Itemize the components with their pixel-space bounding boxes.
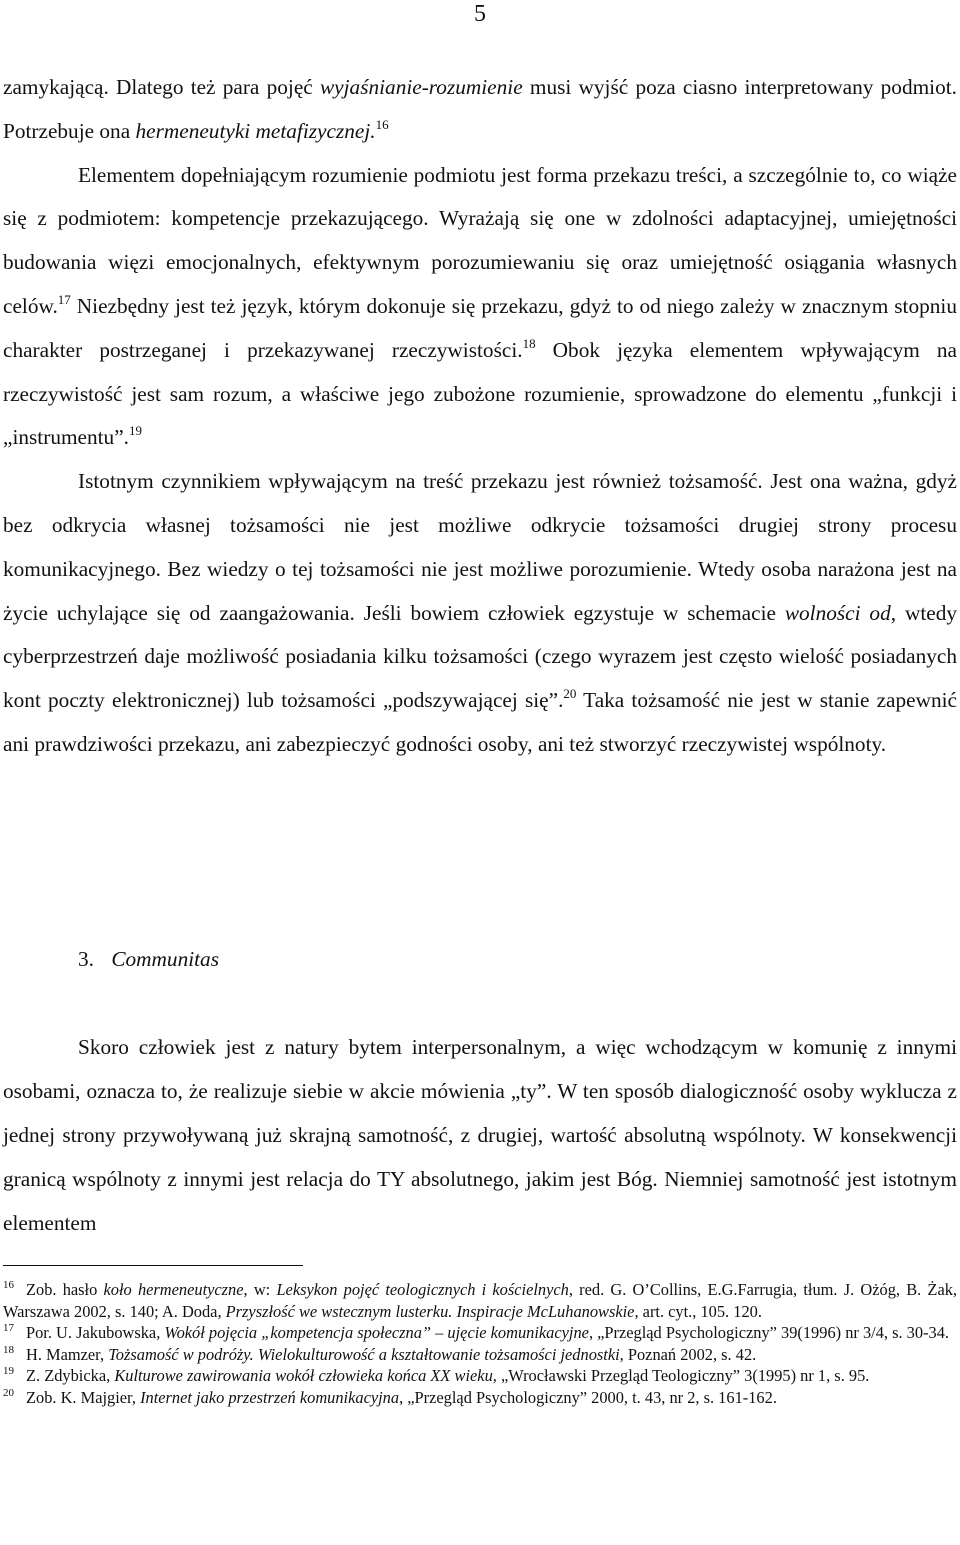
paragraph-1: zamykającą. Dlatego też para pojęć wyjaśnianie-rozumienie musi wyjść poza ciasno interpretowany podmiot. Potrzebuje ona hermeneutyki metafizycznej.$^{16}$ [3, 75, 957, 143]
footnote-17: $^{17}$ Por. U. Jakubowska, Wokół pojęcia „kompetencja społeczna” – ujęcie komunikacyjne, „Przegląd Psychologiczny” 39(1996) nr 3/4, s. 30-34. [3, 1322, 950, 1342]
footnote-16: $^{16}$ Zob. hasło koło hermeneutyczne, w: Leksykon pojęć teologicznych i kościelnych, red. G. O’Collins, E.G.Farrugia, tłum. J. Ożóg, B. Żak, Warszawa 2002, s. 140; A. Doda, Przyszłość we wstecznym lusterku. Inspiracje McLuhanowskie, art. cyt., 105. 120. [3, 1279, 958, 1321]
footnote-number: 16 [3, 1279, 14, 1291]
paragraph-2: Elementem dopełniającym rozumienie podmiotu jest forma przekazu treści, a szczególnie to, co wiąże się z podmiotem: kompetencje przekazującego. Wyrażają się one w zdolności adaptacyjnej, umiejętności budowania więzi emocjonalnych, efektywnym porozumiewaniu się oraz umiejętność osiągania własnych celów.$^{17}$ Niezbędny jest też język, którym dokonuje się przekazu, gdyż to od niego zależy w znacznym stopniu charakter postrzeganej i przekazywanej rzeczywistości.$^{18}$ Obok języka elementem wpływającym na rzeczywistość jest sam rozum, a właściwe jego zubożone rozumienie, sprowadzone do elementu „funkcji i „instrumentu”.$^{19}$ [3, 162, 957, 450]
section-number: 3. [78, 947, 94, 971]
footnote-18: $^{18}$ H. Mamzer, Tożsamość w podróży. Wielokulturowość a kształtowanie tożsamości jednostki, Poznań 2002, s. 42. [3, 1343, 757, 1364]
section-paragraph: Skoro człowiek jest z natury bytem interpersonalnym, a więc wchodzącym w komunię z innymi osobami, oznacza to, że realizuje siebie w akcie mówienia „ty”. W ten sposób dialogiczność osoby wyklucza z jednej strony przywoływaną już skrajną samotność, z drugiej, wartość absolutną wspólnoty. W konsekwencji granicą wspólnoty z innymi jest relacja do TY absolutnego, jakim jest Bóg. Niemniej samotność jest istotnym elementem [3, 1035, 957, 1235]
footnote-ref-20[interactable]: 20 [563, 686, 577, 702]
page-number: 5 [474, 1, 486, 27]
footnote-number: 18 [3, 1343, 14, 1356]
section-heading [78, 939, 219, 979]
footnote-number: 20 [3, 1386, 14, 1399]
footnotes [3, 1279, 957, 1408]
footnote-ref-17[interactable]: 17 [57, 291, 71, 307]
section-title: Communitas [111, 947, 219, 971]
footnote-ref-19[interactable]: 19 [128, 423, 142, 439]
footnote-ref-16[interactable]: 16 [375, 116, 389, 132]
footnote-19: $^{19}$ Z. Zdybicka, Kulturowe zawirowania wokół człowieka końca XX wieku, „Wrocławski Przegląd Teologiczny” 3(1995) nr 1, s. 95. [3, 1365, 870, 1385]
footnote-ref-18[interactable]: 18 [522, 335, 536, 351]
paragraph-3: Istotnym czynnikiem wpływającym na treść przekazu jest również tożsamość. Jest ona ważna, gdyż bez odkrycia własnej tożsamości nie jest możliwe odkrycie tożsamości drugiej strony procesu komunikacyjnego. Bez wiedzy o tej tożsamości nie jest możliwe porozumienie. Wtedy osoba narażona jest na życie uchylające się od zaangażowania. Jeśli bowiem człowiek egzystuje w schemacie wolności od, wtedy cyberprzestrzeń daje możliwość posiadania kilku tożsamości (czego wyrazem jest często wielość posiadanych kont poczty elektronicznej) lub tożsamości „podszywającej się”.$^{20}$ Taka tożsamość nie jest w stanie zapewnić ani prawdziwości przekazu, ani zabezpieczyć godności osoby, ani też stworzyć rzeczywistej wspólnoty. [3, 469, 957, 756]
footnote-divider [3, 1265, 303, 1266]
footnote-number: 19 [3, 1365, 14, 1377]
section-text [3, 1025, 957, 1245]
footnote-20: $^{20}$ Zob. K. Majgier, Internet jako przestrzeń komunikacyjna, „Przegląd Psychologiczny” 2000, t. 43, nr 2, s. 161-162. [3, 1386, 777, 1407]
main-text [3, 66, 957, 767]
footnote-number: 17 [3, 1322, 14, 1334]
